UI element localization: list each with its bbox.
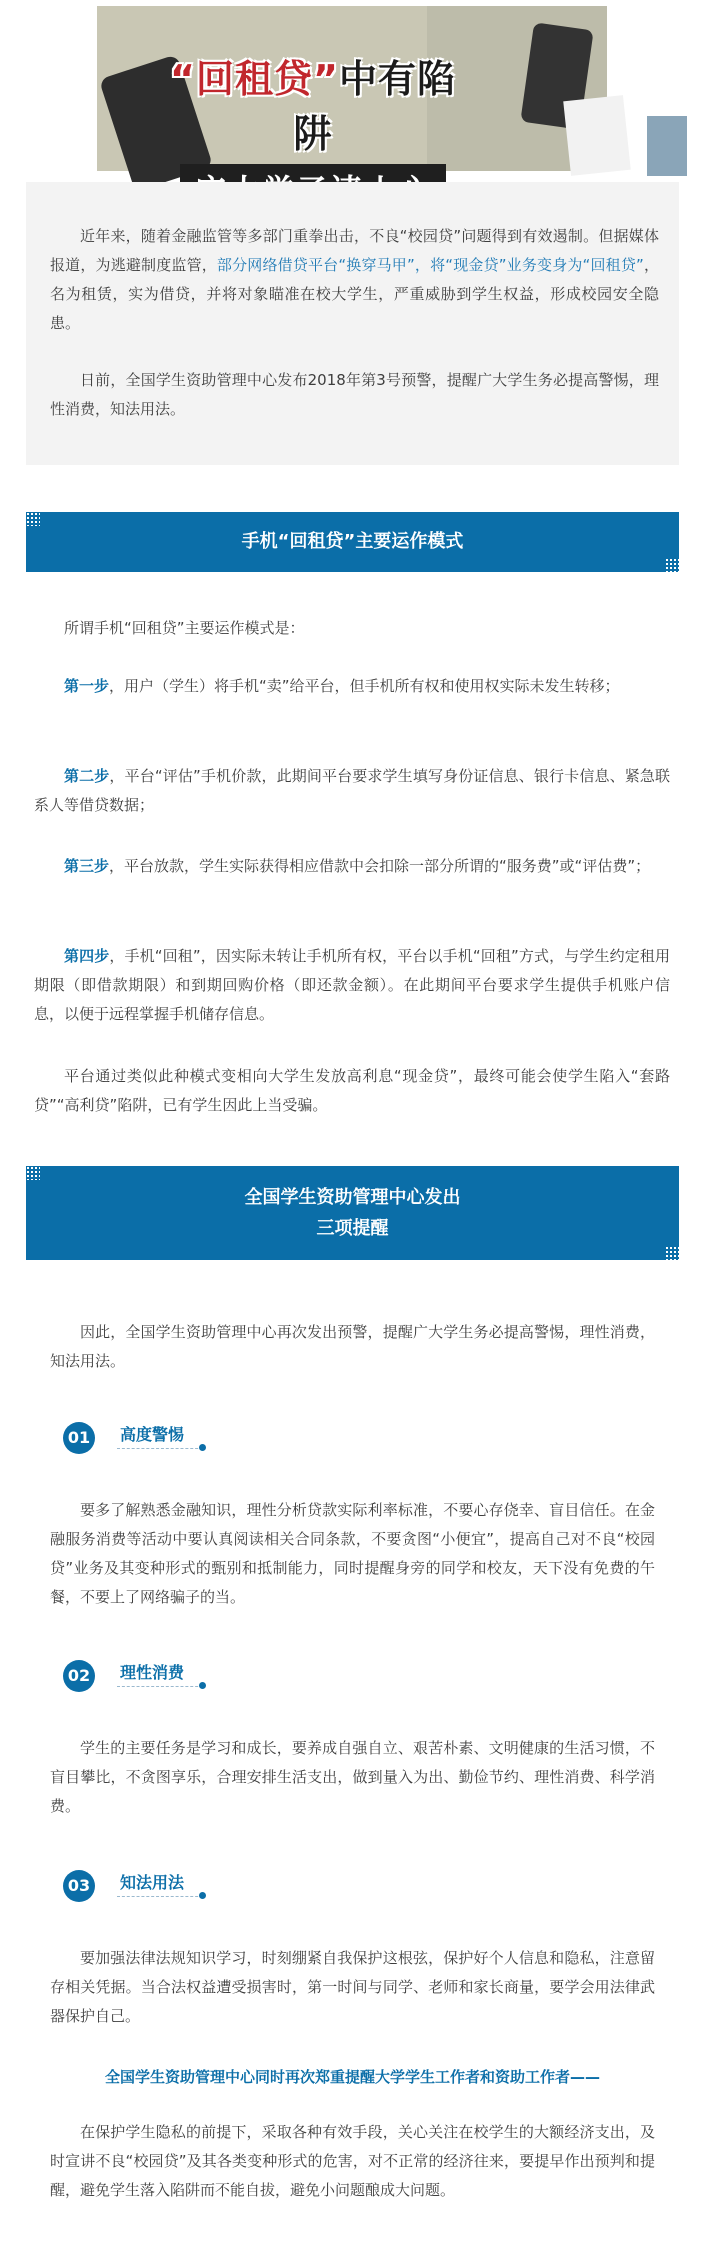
item-2-number-badge: 02 [63,1660,95,1692]
final-reminder-text: 在保护学生隐私的前提下，采取各种有效手段，关心关注在校学生的大额经济支出，及时宣讲不良“校园贷”及其各类变种形式的危害，对不正常的经济往来，要提早作出预判和提醒，避免学生落入陷阱而不能自拔，避免小问题酿成大问题。 [50,2123,655,2199]
item-2-underline [117,1686,203,1687]
item-1-title: 高度警惕 [120,1425,185,1444]
item-2-title: 理性消费 [120,1663,185,1682]
section-1-lead: 所谓手机“回租贷”主要运作模式是： [64,619,305,637]
item-3-text: 要加强法律法规知识学习，时刻绷紧自我保护这根弦，保护好个人信息和隐私，注意留存相关凭据。当合法权益遭受损害时，第一时间与同学、老师和家长商量，要学会用法律武器保护自己。 [50,1949,655,2025]
section-2-title-line-1: 全国学生资助管理中心发出 [244,1187,461,1208]
item-1-dot-icon [199,1444,206,1451]
step-4-label: 第四步 [64,947,110,965]
item-1-number-badge: 01 [63,1422,95,1454]
intro-paragraph-1: 近年来，随着金融监管等多部门重拳出击，不良“校园贷”问题得到有效遏制。但据媒体报道，为逃避制度监管，部分网络借贷平台“换穿马甲”，将“现金贷”业务变身为“回租贷”，名为租赁，实为借贷，并将对象瞄准在校大学生，严重威胁到学生权益，形成校园安全隐患。 [50,227,659,332]
dots-decoration-icon [665,1246,679,1260]
dots-decoration-icon [26,1166,40,1180]
section-1-title: 手机“回租贷”主要运作模式 [241,531,464,552]
final-reminder-title: 全国学生资助管理中心同时再次郑重提醒大学学生工作者和资助工作者—— [104,2068,600,2086]
banner-title [163,48,463,156]
step-2-label: 第二步 [64,767,110,785]
header-banner-image [97,6,607,171]
calculator-illustration [647,116,687,176]
item-3-underline [117,1896,203,1897]
section-2-lead: 因此，全国学生资助管理中心再次发出预警，提醒广大学生务必提高警惕，理性消费，知法用法。 [50,1323,655,1370]
banner-title-rest: 中有陷阱 [293,57,456,156]
step-2: 第二步，平台“评估”手机价款，此期间平台要求学生填写身份证信息、银行卡信息、紧急联系人等借贷数据； [34,767,670,814]
intro-paragraph-2: 日前，全国学生资助管理中心发布2018年第3号预警，提醒广大学生务必提高警惕，理性消费，知法用法。 [50,371,659,418]
step-3-label: 第三步 [64,857,110,875]
intro-box [26,182,679,465]
step-3: 第三步，平台放款，学生实际获得相应借款中会扣除一部分所谓的“服务费”或“评估费”； [64,857,651,875]
section-2-title-line-2: 三项提醒 [316,1218,389,1239]
dots-decoration-icon [26,512,40,526]
intro-highlight-link[interactable]: 部分网络借贷平台“换穿马甲”，将“现金贷”业务变身为“回租贷” [216,256,644,274]
item-1-text: 要多了解熟悉金融知识，理性分析贷款实际利率标准，不要心存侥幸、盲目信任。在金融服务消费等活动中要认真阅读相关合同条款，不要贪图“小便宜”，提高自己对不良“校园贷”业务及其变种形式的甄别和抵制能力，同时提醒身旁的同学和校友，天下没有免费的午餐，不要上了网络骗子的当。 [50,1501,655,1606]
item-3-number-badge: 03 [63,1870,95,1902]
item-1-underline [117,1448,203,1449]
step-1-label: 第一步 [64,677,110,695]
dots-decoration-icon [665,558,679,572]
banner-title-quote: “回租贷” [170,57,339,101]
item-2-dot-icon [199,1682,206,1689]
item-3-title: 知法用法 [120,1873,185,1892]
document-illustration [563,95,631,176]
step-4: 第四步，手机“回租”，因实际未转让手机所有权，平台以手机“回租”方式，与学生约定租用期限（即借款期限）和到期回购价格（即还款金额）。在此期间平台要求学生提供手机账户信息，以便于远程掌握手机储存信息。 [34,947,670,1023]
item-3-dot-icon [199,1892,206,1899]
section-1-closing: 平台通过类似此种模式变相向大学生发放高利息“现金贷”，最终可能会使学生陷入“套路贷”“高利贷”陷阱，已有学生因此上当受骗。 [34,1067,670,1114]
section-title-bar-2 [26,1166,679,1260]
item-2-text: 学生的主要任务是学习和成长，要养成自强自立、艰苦朴素、文明健康的生活习惯，不盲目攀比，不贪图享乐，合理安排生活支出，做到量入为出、勤俭节约、理性消费、科学消费。 [50,1739,655,1815]
section-title-bar-1 [26,512,679,572]
step-1: 第一步，用户（学生）将手机“卖”给平台，但手机所有权和使用权实际未发生转移； [64,677,620,695]
